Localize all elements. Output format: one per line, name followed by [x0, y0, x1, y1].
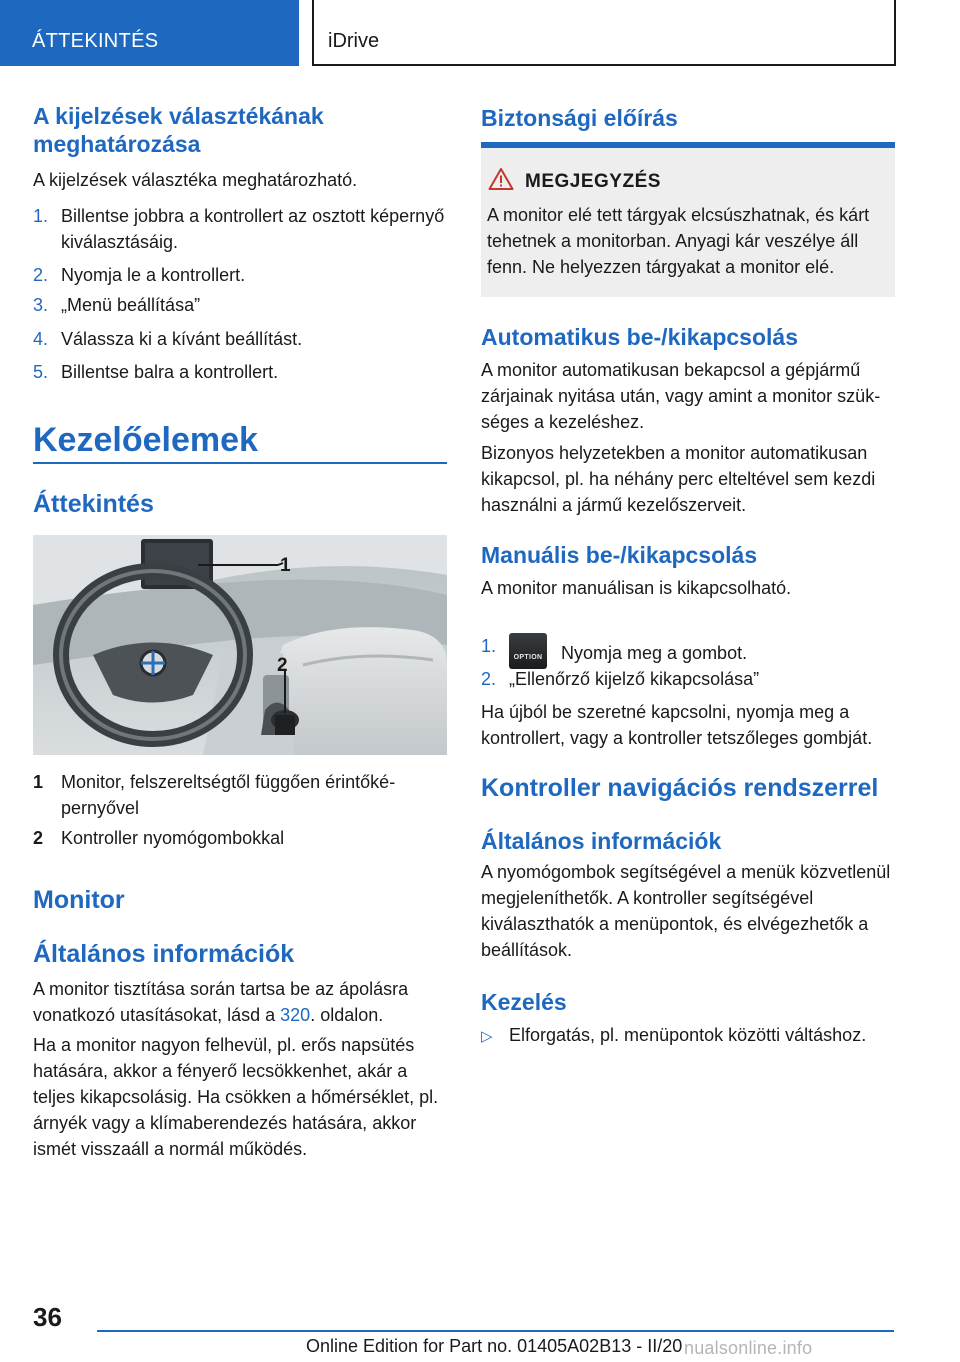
step-text: „Ellenőrző kijelző kikapcsolása”: [509, 669, 760, 689]
step-text: Nyomja meg a gombot.: [561, 643, 748, 663]
cockpit-photo: [33, 535, 447, 755]
triangle-bullet-icon: ▷: [481, 1028, 493, 1045]
option-button-icon: [509, 633, 547, 669]
step-number: 4.: [33, 329, 49, 349]
list-item: [481, 633, 895, 669]
edition-text: Online Edition for Part no. 01405A02B13 - II/20: [306, 1336, 683, 1356]
notice-box: [481, 142, 895, 297]
step-text: „Menü beállítása”: [61, 295, 201, 315]
general-text-end: . oldalon.: [310, 1005, 384, 1025]
section-tab: [0, 0, 299, 66]
step-number: 5.: [33, 362, 49, 382]
manual-intro: A monitor manuálisan is kikapcsolható.: [481, 578, 792, 598]
page-number: 36: [33, 1302, 62, 1332]
callout-label-2: 2: [277, 655, 288, 676]
step-number: 1.: [481, 636, 497, 656]
manual-paragraph: Ha újból be szeretné kapcsolni, nyomja meg a kontrollert, vagy a kontroller tetszőleges gombját.: [481, 702, 873, 748]
step-number: 2.: [481, 669, 497, 689]
warning-icon: [488, 167, 514, 191]
legend-item: [33, 769, 447, 821]
cockpit-illustration: [33, 535, 447, 755]
step-text: Billentse balra a kontrollert.: [61, 362, 279, 382]
list-item: [33, 203, 447, 255]
manual-heading: Manuális be-/kikapcsolás: [481, 542, 758, 568]
legend-text: Monitor, felszereltségtől függően érintőképernyővel: [61, 772, 396, 818]
legend-item: [33, 825, 447, 851]
heading-rule: [33, 462, 447, 464]
step-number: 3.: [33, 295, 49, 315]
page-link[interactable]: 320: [280, 1005, 311, 1025]
legend-number: 2: [33, 828, 44, 848]
controls-heading: Kezelőelemek: [33, 421, 258, 459]
footer-rule: [97, 1330, 894, 1332]
notice-title: MEGJEGYZÉS: [525, 171, 661, 192]
auto-heading: Automatikus be-/kikapcsolás: [481, 324, 798, 350]
step-number: 2.: [33, 265, 49, 285]
general-heading: Általános információk: [33, 940, 295, 968]
step-text: Billentse jobbra a kontrollert az osztott képernyő kiválasztásáig.: [61, 206, 445, 252]
auto-paragraph-1: A monitor automatikusan bekapcsol a gépjármű zárjainak nyitása után, vagy amint a monitor szükséges a kezeléshez.: [481, 360, 881, 432]
step-number: 1.: [33, 206, 49, 226]
list-item: [33, 292, 447, 318]
list-item: [481, 666, 895, 692]
list-item: [481, 1022, 895, 1048]
general-paragraph-1: [33, 976, 447, 1028]
auto-paragraph-2: Bizonyos helyzetekben a monitor automatikusan kikapcsol, pl. ha néhány perc elteltével sem kezdi használni a jármű kezelőszerveit.: [481, 443, 876, 515]
nav-general-heading: Általános információk: [481, 828, 722, 854]
bullet-text: Elforgatás, pl. menüpontok közötti váltáshoz.: [509, 1025, 867, 1045]
section-title: ÁTTEKINTÉS: [32, 30, 159, 52]
selection-intro: A kijelzések választéka meghatározható.: [33, 170, 358, 190]
legend-text: Kontroller nyomógombokkal: [61, 828, 285, 848]
nav-general-paragraph: A nyomógombok segítségével a menük közvetlenül megjeleníthetők. A kontroller segítségével kiválaszthatók a menüpontok, és elvégezhetők a beállítások.: [481, 862, 891, 960]
general-text: A monitor tisztítása során tartsa be az ápolásra vonatkozó utasításokat, lásd a: [33, 979, 409, 1025]
step-text: Válassza ki a kívánt beállítást.: [61, 329, 303, 349]
selection-heading: A kijelzések választékának meghatározása: [33, 103, 324, 157]
watermark: nualsonline.info: [684, 1338, 813, 1358]
list-item: [33, 262, 447, 288]
operation-heading: Kezelés: [481, 989, 567, 1015]
list-item: [33, 359, 447, 385]
step-text: Nyomja le a kontrollert.: [61, 265, 246, 285]
nav-heading: Kontroller navigációs rendszerrel: [481, 774, 879, 802]
callout-label-1: 1: [280, 555, 291, 576]
safety-heading: Biztonsági előírás: [481, 105, 678, 131]
notice-text: A monitor elé tett tárgyak elcsúszhatnak, és kárt tehetnek a monitorban. Anyagi kár veszélye áll fenn. Ne helyezzen tárgyakat a monitor elé.: [487, 205, 870, 277]
list-item: [33, 326, 447, 352]
overview-heading: Áttekintés: [33, 490, 154, 518]
topic-title: iDrive: [328, 30, 380, 52]
legend-number: 1: [33, 772, 44, 792]
option-button-label: OPTION: [513, 654, 543, 661]
general-paragraph-2: Ha a monitor nagyon felhevül, pl. erős napsütés hatására, akkor a fényerő lecsökkenhet, akár a teljes kikapcsolásig. Ha csökken a hőmérséklet, pl. árnyék vagy a klímaberendezés hatására, akkor ismét visszaáll a normál működés.: [33, 1035, 439, 1159]
monitor-heading: Monitor: [33, 886, 125, 914]
topic-tab: [312, 0, 896, 66]
